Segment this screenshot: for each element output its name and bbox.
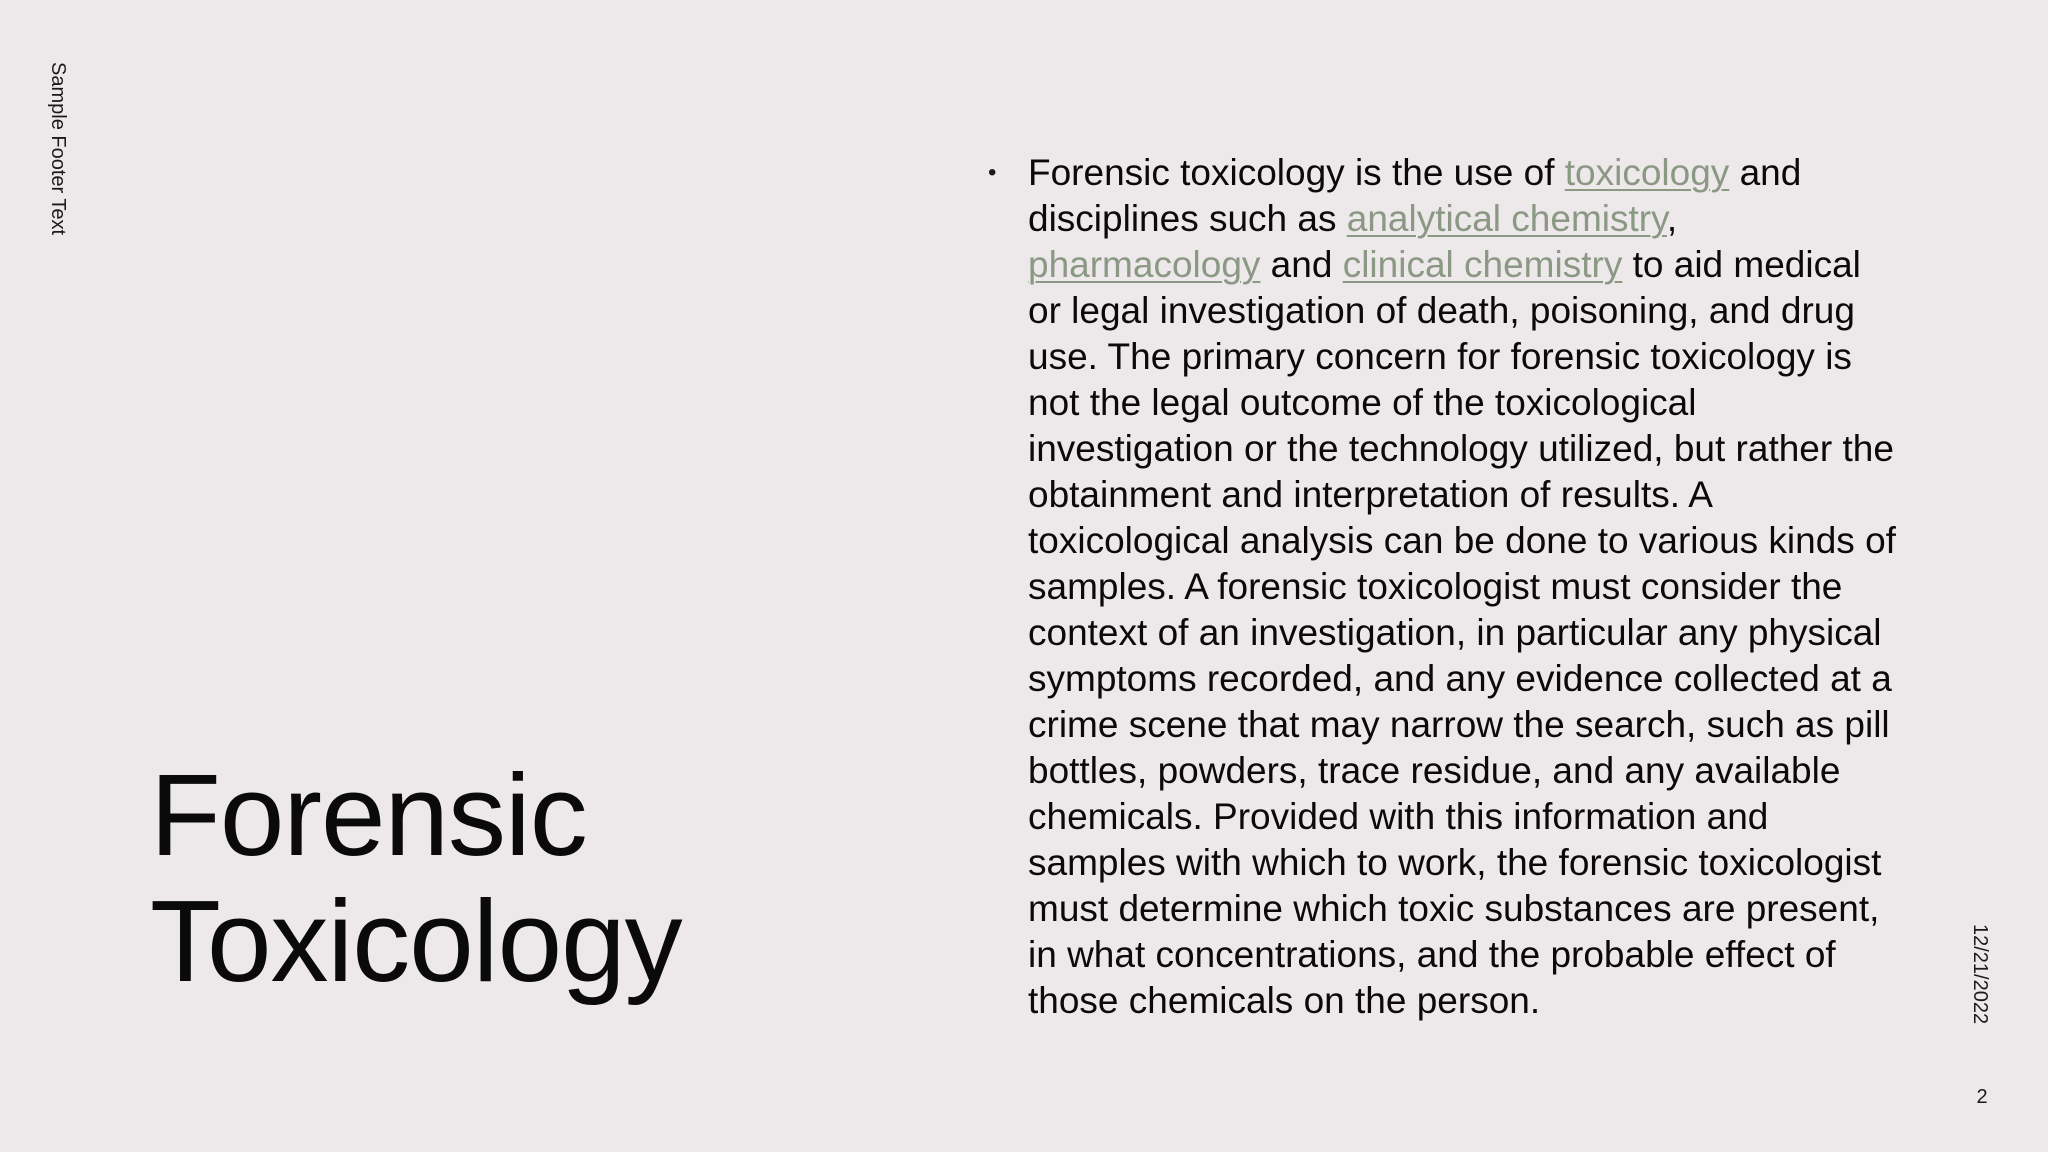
title-line-1: Forensic xyxy=(150,750,587,880)
text-segment: Forensic toxicology is the use of xyxy=(1028,152,1565,193)
footer-text: Sample Footer Text xyxy=(47,62,69,236)
link-toxicology[interactable]: toxicology xyxy=(1564,152,1730,193)
link-analytical-chemistry[interactable]: analytical chemistry xyxy=(1346,198,1667,239)
text-segment: and xyxy=(1260,244,1343,285)
slide-title xyxy=(150,752,910,1004)
link-clinical-chemistry[interactable]: clinical chemistry xyxy=(1342,244,1623,285)
page-number: 2 xyxy=(1976,1086,1988,1108)
text-segment: to aid medical or legal investigation of death, poisoning, and drug use. The primary concern for forensic toxicology is not the legal outcome of the toxicological investigation or the technology utilized, but rather the obtainment and interpretation of results. A toxicological analysis can be done to various kinds of samples. A forensic toxicologist must consider the context of an investigation, in particular any physical symptoms recorded, and any evidence collected at a crime scene that may narrow the search, such as pill bottles, powders, trace residue, and any available chemicals. Provided with this information and samples with which to work, the forensic toxicologist must determine which toxic substances are present, in what concentrations, and the probable effect of those chemicals on the person. xyxy=(1028,244,1896,1021)
text-segment: and disciplines such as xyxy=(1028,152,1802,239)
bullet-item xyxy=(988,150,1898,1024)
slide-date: 12/21/2022 xyxy=(1969,924,1991,1025)
body-paragraph xyxy=(1028,150,1898,1024)
text-segment: , xyxy=(1666,198,1678,239)
link-pharmacology[interactable]: pharmacology xyxy=(1028,244,1261,285)
body-content xyxy=(988,150,1898,1024)
bullet-marker: • xyxy=(988,159,997,186)
title-line-2: Toxicology xyxy=(150,876,682,1006)
